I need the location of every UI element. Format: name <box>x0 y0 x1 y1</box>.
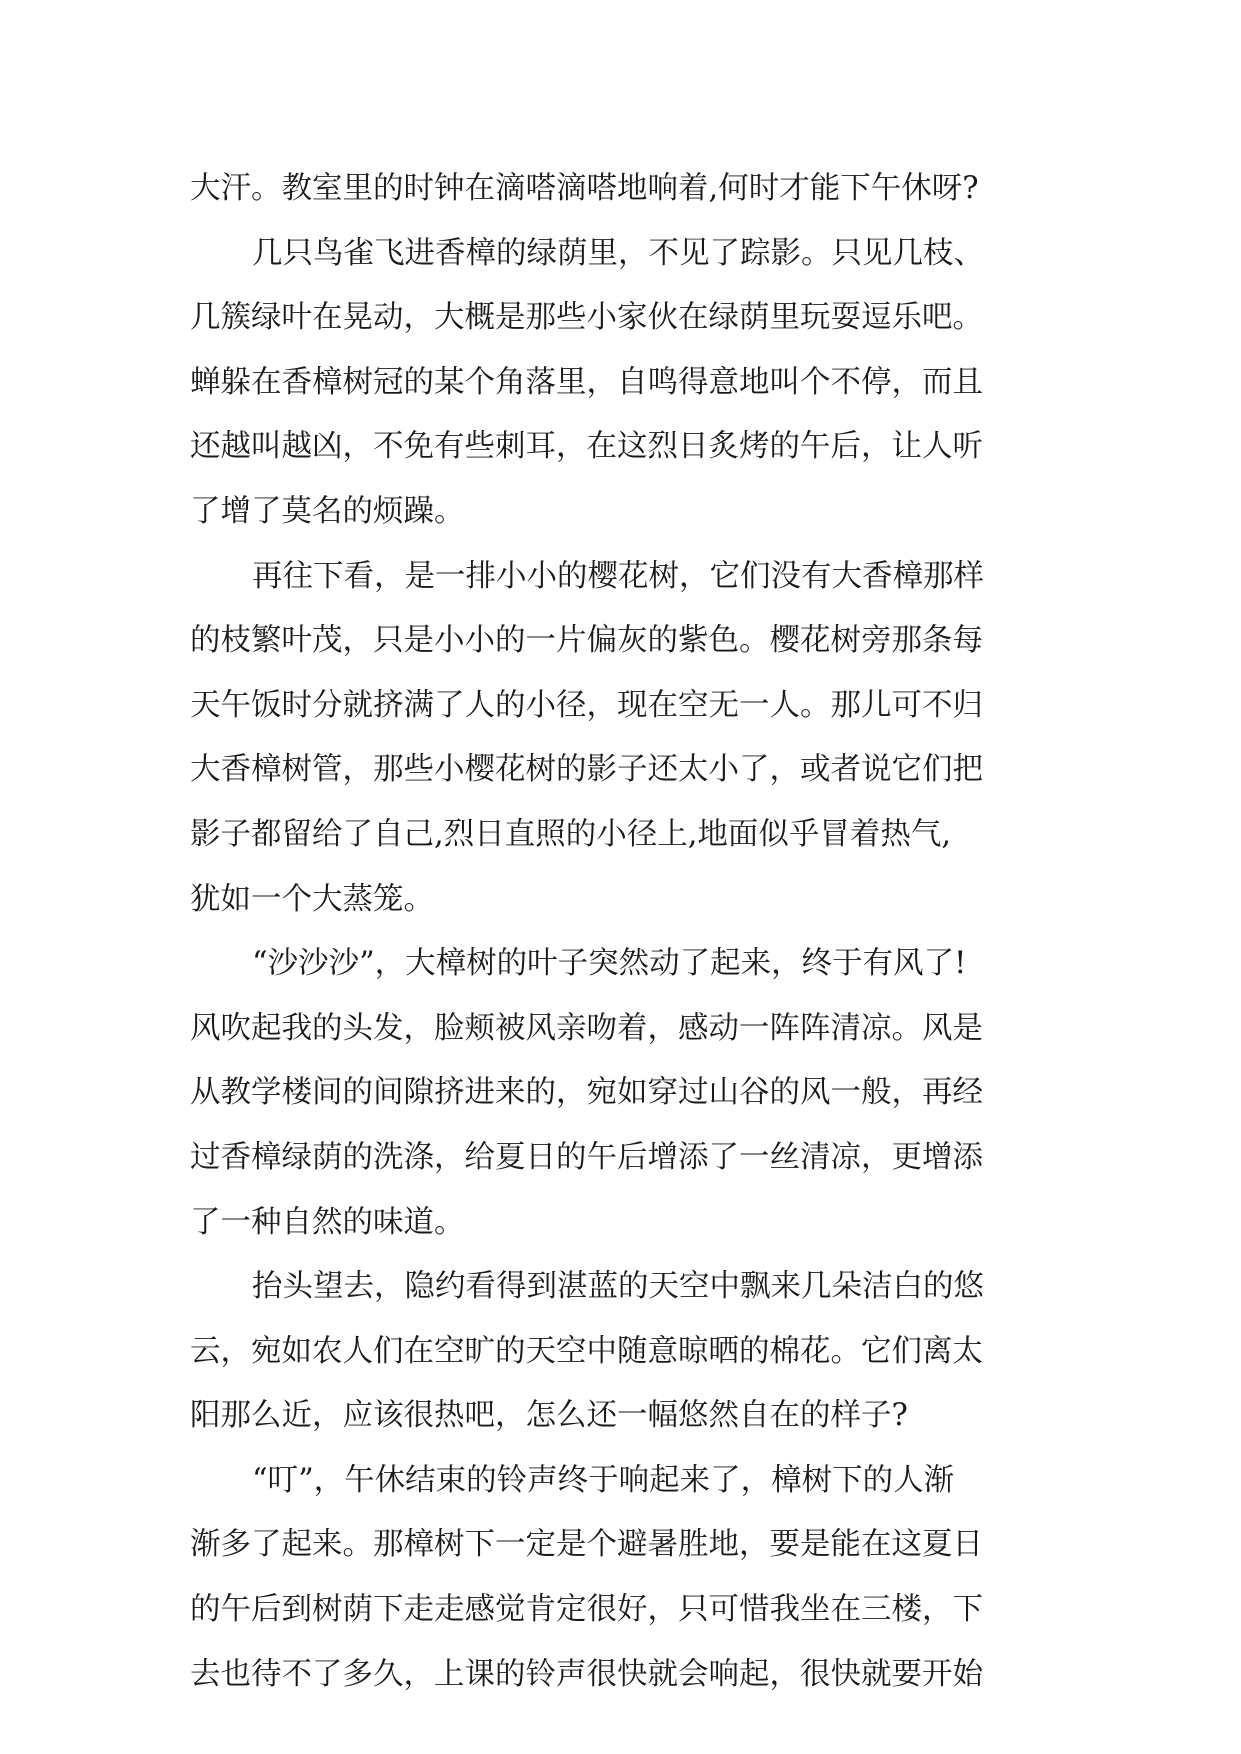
text-line: 再往下看，是一排小小的樱花树，它们没有大香樟那样 <box>252 558 984 594</box>
text-line: 渐多了起来。那樟树下一定是个避暑胜地，要是能在这夏日 <box>190 1527 983 1563</box>
text-line: 了增了莫名的烦躁。 <box>190 493 465 529</box>
body-text <box>190 157 1070 1707</box>
text-line: 大香樟树管，那些小樱花树的影子还太小了，或者说它们把 <box>190 752 983 788</box>
text-line: 抬头望去，隐约看得到湛蓝的天空中飘来几朵洁白的悠 <box>252 1269 984 1305</box>
text-line: 过香樟绿荫的洗涤，给夏日的午后增添了一丝清凉，更增添 <box>190 1139 983 1175</box>
text-line: 了一种自然的味道。 <box>190 1204 465 1240</box>
text-line: 蝉躲在香樟树冠的某个角落里，自鸣得意地叫个不停，而且 <box>190 364 983 400</box>
text-line: 还越叫越凶，不免有些刺耳，在这烈日炙烤的午后，让人听 <box>190 429 983 465</box>
text-line: 去也待不了多久，上课的铃声很快就会响起，很快就要开始 <box>190 1656 983 1692</box>
text-line: 天午饭时分就挤满了人的小径，现在空无一人。那儿可不归 <box>190 687 983 723</box>
text-line: 云，宛如农人们在空旷的天空中随意晾晒的棉花。它们离太 <box>190 1333 983 1369</box>
text-line: 几只鸟雀飞进香樟的绿荫里，不见了踪影。只见几枝、 <box>252 235 984 271</box>
text-line: 风吹起我的头发，脸颊被风亲吻着，感动一阵阵清凉。风是 <box>190 1010 983 1046</box>
text-line: 几簇绿叶在晃动，大概是那些小家伙在绿荫里玩耍逗乐吧。 <box>190 300 983 336</box>
text-line: 阳那么近，应该很热吧，怎么还一幅悠然自在的样子? <box>190 1398 908 1434</box>
text-line: “沙沙沙”，大樟树的叶子突然动了起来，终于有风了! <box>252 946 967 982</box>
text-line: 大汗。教室里的时钟在滴嗒滴嗒地响着,何时才能下午休呀? <box>190 171 979 206</box>
text-line: 的午后到树荫下走走感觉肯定很好，只可惜我坐在三楼，下 <box>190 1592 983 1628</box>
text-line: 从教学楼间的间隙挤进来的，宛如穿过山谷的风一般，再经 <box>190 1075 983 1111</box>
text-line: “叮”，午休结束的铃声终于响起来了，樟树下的人渐 <box>252 1462 955 1498</box>
text-line: 的枝繁叶茂，只是小小的一片偏灰的紫色。樱花树旁那条每 <box>190 623 983 659</box>
text-line: 犹如一个大蒸笼。 <box>190 881 434 917</box>
text-line: 影子都留给了自己,烈日直照的小径上,地面似乎冒着热气, <box>190 816 952 852</box>
